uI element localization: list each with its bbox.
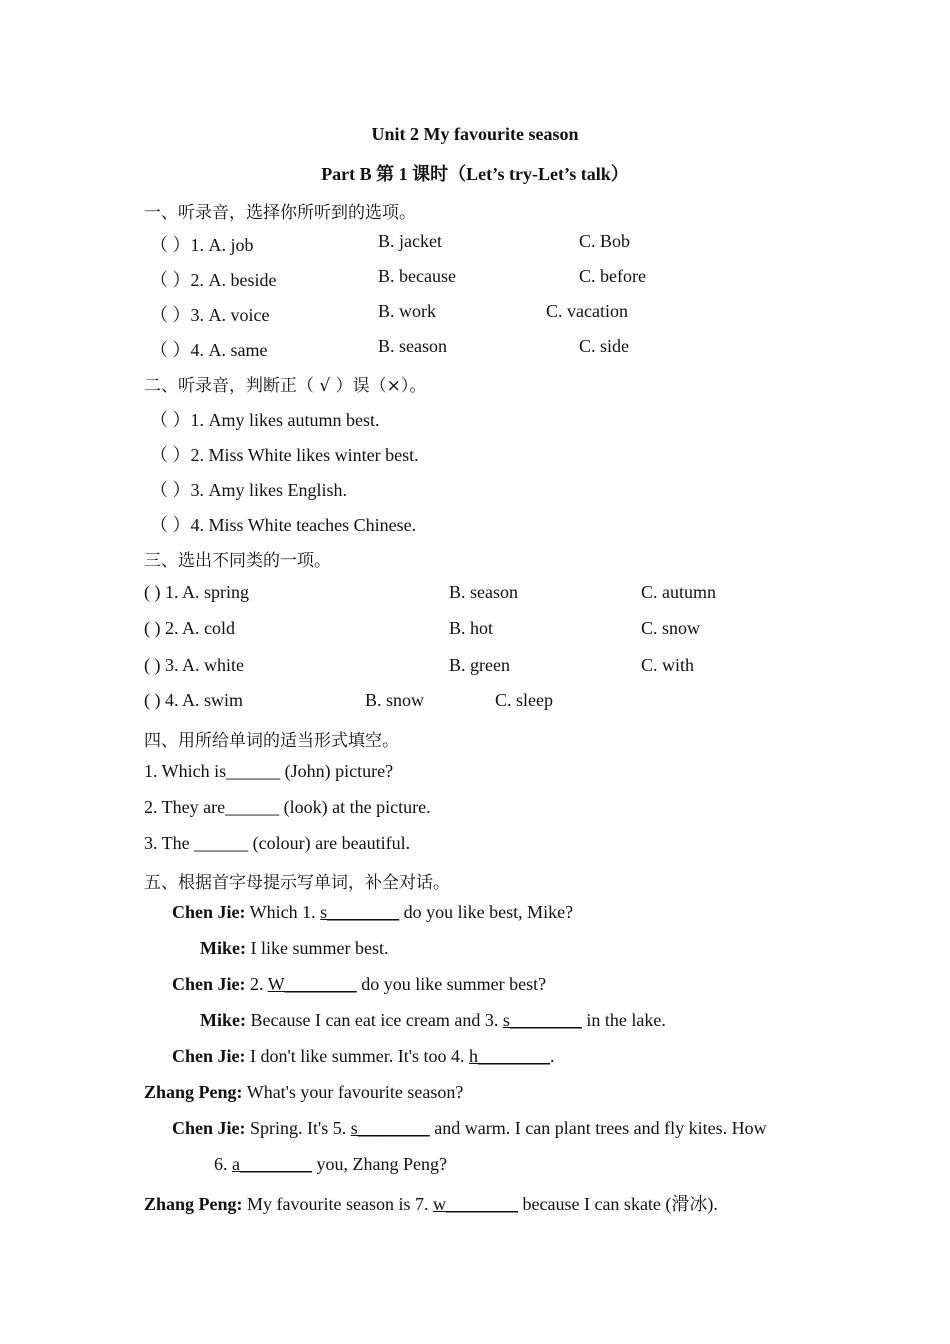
dialogue-text: do you like best, Mike?: [399, 902, 574, 922]
section3-heading: 三、选出不同类的一项。: [144, 551, 331, 571]
speaker-name: Chen Jie:: [172, 1046, 246, 1066]
answer-blank: s________: [320, 902, 400, 922]
s1-q3-option-a: （ ）3. A. voice: [150, 305, 270, 325]
s3-q3-option-a: ( ) 3. A. white: [144, 655, 244, 675]
section4-heading: 四、用所给单词的适当形式填空。: [144, 731, 399, 751]
page-subtitle: Part B 第 1 课时（Let’s try-Let’s talk）: [321, 164, 629, 184]
dialogue-text: Spring. It's 5.: [245, 1118, 351, 1138]
s3-q4-option-a: ( ) 4. A. swim: [144, 690, 243, 710]
s3-q1-option-b: B. season: [449, 582, 518, 602]
dialogue-text: What's your favourite season?: [242, 1082, 464, 1102]
speaker-name: Zhang Peng:: [144, 1194, 243, 1214]
s3-q2-option-b: B. hot: [449, 618, 494, 638]
s1-q2-option-c: C. before: [579, 266, 646, 286]
dialogue-text: Because I can eat ice cream and 3.: [245, 1010, 503, 1030]
dialogue-text: My favourite season is 7.: [242, 1194, 433, 1214]
s3-q3-option-b: B. green: [449, 655, 510, 675]
section2-heading: 二、听录音，判断正（ √ ）误（×）。: [144, 376, 427, 396]
s2-item-4: （ ）4. Miss White teaches Chinese.: [150, 515, 417, 535]
s1-q4-option-b: B. season: [378, 336, 447, 356]
s4-item-3: 3. The ______ (colour) are beautiful.: [144, 833, 411, 853]
dialogue-text: .: [549, 1046, 555, 1066]
s1-q4-option-c: C. side: [579, 336, 630, 356]
dialogue-line: [172, 902, 573, 923]
s2-item-1: （ ）1. Amy likes autumn best.: [150, 410, 380, 430]
answer-blank: a________: [232, 1154, 312, 1174]
s3-q4-option-b: B. snow: [365, 690, 425, 710]
speaker-name: Chen Jie:: [172, 974, 246, 994]
answer-blank: h________: [468, 1046, 550, 1066]
speaker-name: Chen Jie:: [172, 902, 246, 922]
dialogue-text: 6.: [214, 1154, 232, 1174]
s4-item-1: 1. Which is______ (John) picture?: [144, 761, 394, 781]
s3-q1-option-a: ( ) 1. A. spring: [144, 582, 249, 602]
dialogue-line: [200, 938, 388, 959]
dialogue-text: you, Zhang Peng?: [312, 1154, 447, 1174]
speaker-name: Zhang Peng:: [144, 1082, 243, 1102]
answer-blank: w________: [433, 1194, 518, 1214]
s1-q1-option-c: C. Bob: [579, 231, 631, 251]
s1-q4-option-a: （ ）4. A. same: [150, 340, 268, 360]
dialogue-text: I don't like summer. It's too 4.: [245, 1046, 469, 1066]
answer-blank: s________: [502, 1010, 582, 1030]
dialogue-text: 2.: [245, 974, 268, 994]
s3-q1-option-c: C. autumn: [641, 582, 716, 602]
page-title: Unit 2 My favourite season: [371, 124, 579, 144]
s2-item-2: （ ）2. Miss White likes winter best.: [150, 445, 419, 465]
s1-q1-option-b: B. jacket: [378, 231, 442, 251]
speaker-name: Chen Jie:: [172, 1118, 246, 1138]
section5-heading: 五、根据首字母提示写单词，补全对话。: [144, 873, 450, 893]
dialogue-line: [172, 974, 546, 995]
dialogue-text: because I can skate (滑冰).: [518, 1194, 718, 1214]
dialogue-text: and warm. I can plant trees and fly kites. How: [429, 1118, 767, 1138]
dialogue-line: [172, 1046, 554, 1067]
dialogue-line: [144, 1082, 463, 1103]
dialogue-text: I like summer best.: [245, 938, 389, 958]
s4-item-2: 2. They are______ (look) at the picture.: [144, 797, 431, 817]
answer-blank: W________: [267, 974, 357, 994]
answer-blank: s________: [350, 1118, 430, 1138]
speaker-name: Mike:: [200, 1010, 246, 1030]
s3-q2-option-a: ( ) 2. A. cold: [144, 618, 235, 638]
section1-heading: 一、听录音，选择你所听到的选项。: [144, 203, 416, 223]
s3-q4-option-c: C. sleep: [495, 690, 553, 710]
dialogue-text: Which 1.: [245, 902, 321, 922]
dialogue-text: in the lake.: [581, 1010, 666, 1030]
s3-q2-option-c: C. snow: [641, 618, 701, 638]
s1-q1-option-a: （ ）1. A. job: [150, 235, 254, 255]
dialogue-line: [214, 1154, 447, 1175]
dialogue-line: [144, 1190, 718, 1216]
s2-item-3: （ ）3. Amy likes English.: [150, 480, 347, 500]
s1-q2-option-a: （ ）2. A. beside: [150, 270, 277, 290]
s1-q2-option-b: B. because: [378, 266, 456, 286]
dialogue-text: do you like summer best?: [356, 974, 547, 994]
s1-q3-option-c: C. vacation: [546, 301, 628, 321]
s1-q3-option-b: B. work: [378, 301, 436, 321]
speaker-name: Mike:: [200, 938, 246, 958]
dialogue-line: [200, 1010, 666, 1031]
s3-q3-option-c: C. with: [641, 655, 695, 675]
dialogue-line: [172, 1118, 767, 1139]
